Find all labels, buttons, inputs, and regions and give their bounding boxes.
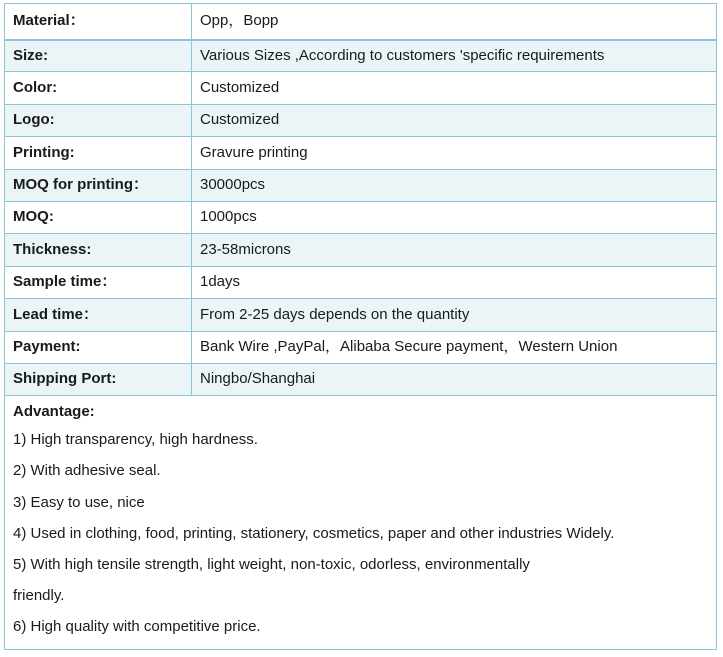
spec-row-moq [5,201,717,233]
spec-label: Thickness: [5,234,192,266]
spec-label: MOQ for printing： [5,169,192,201]
spec-value: Opp，Bopp [192,4,717,40]
spec-label: Payment: [5,331,192,363]
advantage-item: 5) With high tensile strength, light weight, non-toxic, odorless, environmentally [13,556,530,574]
advantage-heading: Advantage: [13,403,95,421]
spec-row-material [5,4,717,40]
spec-value: 23-58microns [192,234,717,266]
advantage-item-continuation: friendly. [13,587,65,605]
advantage-item: 6) High quality with competitive price. [13,618,261,636]
spec-label: Shipping Port: [5,363,192,395]
spec-label: Sample time： [5,266,192,298]
advantage-item: 1) High transparency, high hardness. [13,431,258,449]
spec-label: Printing: [5,137,192,169]
spec-row-lead-time [5,299,717,331]
spec-table [4,3,717,396]
spec-label: Logo: [5,104,192,136]
spec-value: 1days [192,266,717,298]
spec-label: Material： [5,4,192,40]
spec-value: From 2-25 days depends on the quantity [192,299,717,331]
spec-label: Lead time： [5,299,192,331]
advantage-section [4,396,717,649]
advantage-item: 2) With adhesive seal. [13,462,161,480]
spec-row-payment [5,331,717,363]
spec-value: Customized [192,72,717,104]
spec-value: 30000pcs [192,169,717,201]
spec-value: Various Sizes ,According to customers 'specific requirements [192,40,717,72]
spec-row-color [5,72,717,104]
spec-row-thickness [5,234,717,266]
spec-row-size [5,40,717,72]
spec-label: Size: [5,40,192,72]
spec-value: Ningbo/Shanghai [192,363,717,395]
spec-value: Bank Wire ,PayPal，Alibaba Secure payment，Western Union [192,331,717,363]
spec-label: MOQ: [5,201,192,233]
advantage-item: 4) Used in clothing, food, printing, stationery, cosmetics, paper and other industries Widely. [13,524,615,542]
spec-row-printing [5,137,717,169]
spec-row-logo [5,104,717,136]
advantage-item: 3) Easy to use, nice [13,493,145,511]
product-spec-sheet [4,3,717,650]
spec-value: Gravure printing [192,137,717,169]
spec-label: Color: [5,72,192,104]
spec-row-moq-printing [5,169,717,201]
spec-row-sample-time [5,266,717,298]
spec-value: Customized [192,104,717,136]
spec-row-shipping-port [5,363,717,395]
spec-value: 1000pcs [192,201,717,233]
